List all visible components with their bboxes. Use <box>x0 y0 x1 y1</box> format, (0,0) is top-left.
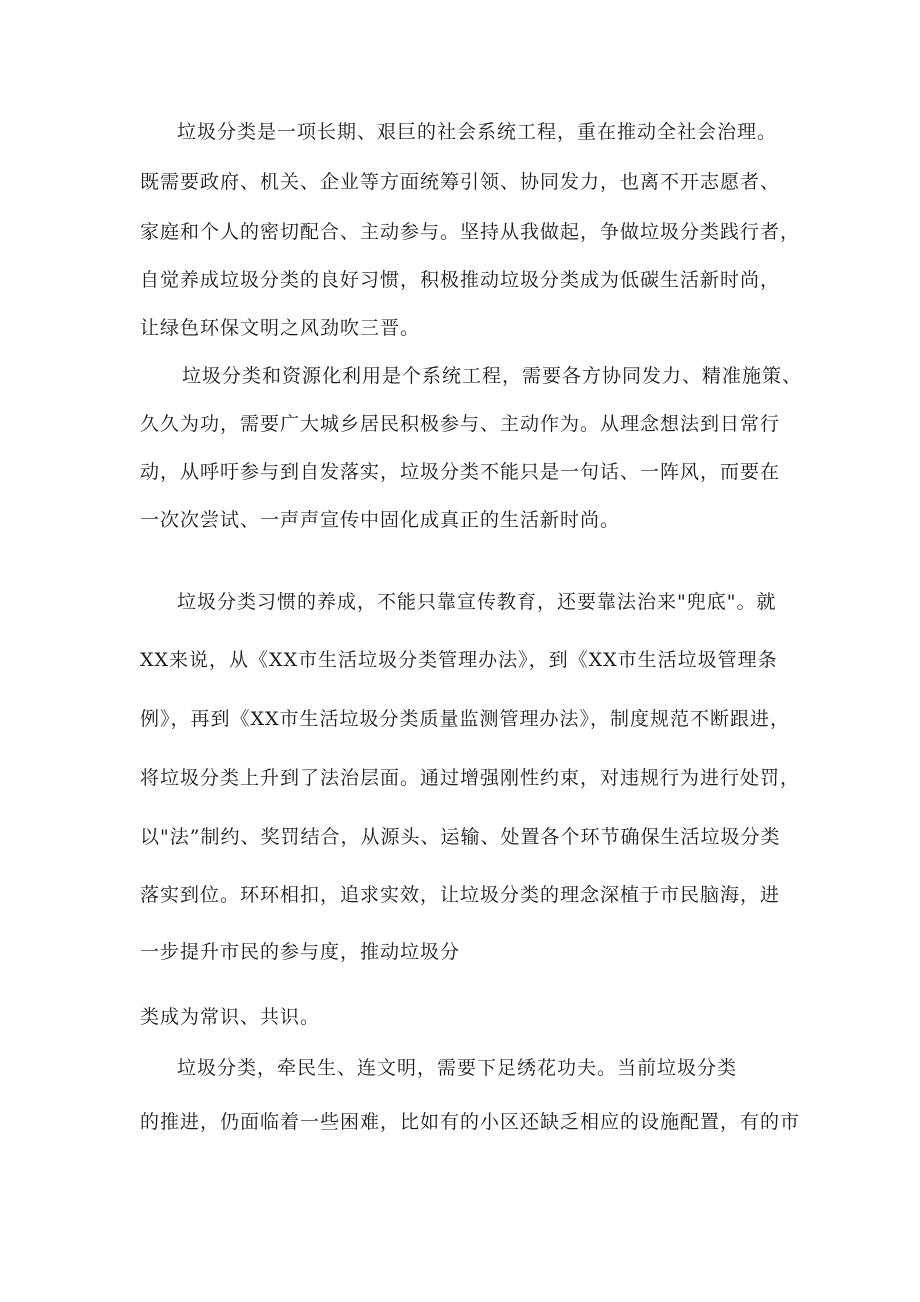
paragraph-2-line-3: 动，从呼吁参与到自发落实，垃圾分类不能只是一句话、一阵风，而要在 <box>140 461 781 483</box>
paragraph-1-line-5: 让绿色环保文明之风劲吹三晋。 <box>140 317 421 339</box>
paragraph-3-line-8: 类成为常识、共识。 <box>140 1006 321 1028</box>
paragraph-1-line-1: 垃圾分类是一项长期、艰巨的社会系统工程，重在推动全社会治理。 <box>177 121 778 143</box>
paragraph-4-line-2: 的推进，仍面临着一些困难，比如有的小区还缺乏相应的设施配置，有的市 <box>140 1111 801 1133</box>
paragraph-2-line-1: 垃圾分类和资源化利用是个系统工程，需要各方协同发力、精准施策、 <box>182 365 803 387</box>
paragraph-3-line-7: 一步提升市民的参与度，推动垃圾分 <box>140 941 461 963</box>
paragraph-4-line-1: 垃圾分类，牵民生、连文明，需要下足绣花功夫。当前垃圾分类 <box>177 1057 738 1079</box>
paragraph-1-line-4: 自觉养成垃圾分类的良好习惯，积极推动垃圾分类成为低碳生活新时尚， <box>140 269 781 291</box>
paragraph-2-line-2: 久久为功，需要广大城乡居民积极参与、主动作为。从理念想法到日常行 <box>140 413 781 435</box>
paragraph-1-line-2: 既需要政府、机关、企业等方面统筹引领、协同发力，也离不开志愿者、 <box>140 171 781 193</box>
paragraph-3-line-5: 以"法”制约、奖罚结合，从源头、运输、处置各个环节确保生活垃圾分类 <box>140 826 781 848</box>
paragraph-3-line-6: 落实到位。环环相扣，追求实效，让垃圾分类的理念深植于市民脑海，进 <box>140 884 781 906</box>
paragraph-2-line-4: 一次次尝试、一声声宣传中固化成真正的生活新时尚。 <box>140 509 621 531</box>
paragraph-3-line-4: 将垃圾分类上升到了法治层面。通过增强刚性约束，对违规行为进行处罚， <box>140 767 801 789</box>
paragraph-3-line-3: 例》，再到《XX市生活垃圾分类质量监测管理办法》，制度规范不断跟进， <box>140 708 791 730</box>
paragraph-3-line-2: XX来说，从《XX市生活垃圾分类管理办法》，到《XX市生活垃圾管理条 <box>140 649 778 671</box>
paragraph-3-line-1: 垃圾分类习惯的养成，不能只靠宣传教育，还要靠法治来"兜底"。就 <box>177 591 777 613</box>
paragraph-1-line-3: 家庭和个人的密切配合、主动参与。坚持从我做起，争做垃圾分类践行者， <box>140 221 801 243</box>
